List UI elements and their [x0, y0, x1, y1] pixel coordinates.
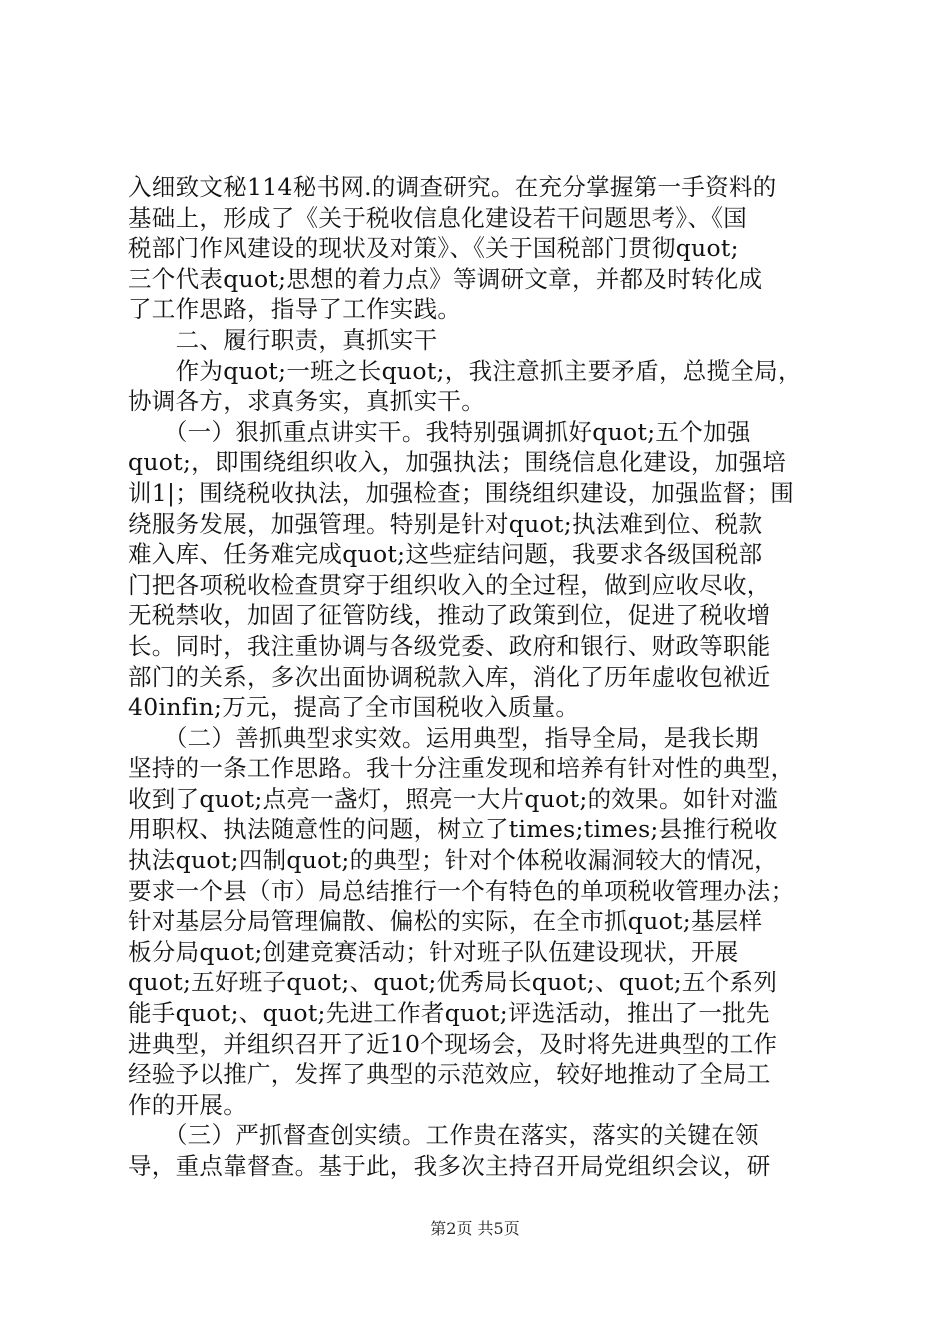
text-line: 经验予以推广，发挥了典型的示范效应，较好地推动了全局工 — [128, 1060, 771, 1089]
text-line: 了工作思路，指导了工作实践。 — [128, 295, 462, 324]
text-line: 训1|；围绕税收执法，加强检查；围绕组织建设，加强监督；围 — [128, 478, 795, 507]
text-line: （一）狠抓重点讲实干。我特别强调抓好quot;五个加强 — [128, 417, 751, 446]
text-line: 长。同时，我注重协调与各级党委、政府和银行、财政等职能 — [128, 631, 771, 660]
text-line: 进典型，并组织召开了近10个现场会，及时将先进典型的工作 — [128, 1029, 778, 1058]
text-line: 要求一个县（市）局总结推行一个有特色的单项税收管理办法； — [128, 876, 795, 905]
text-line: 基础上，形成了《关于税收信息化建设若干问题思考》、《国 — [128, 203, 748, 232]
text-line: 部门的关系，多次出面协调税款入库，消化了历年虚收包袱近 — [128, 662, 771, 691]
text-line: 作为quot;一班之长quot;，我注意抓主要矛盾，总揽全局， — [128, 356, 802, 385]
text-line: 无税禁收，加固了征管防线，推动了政策到位，促进了税收增 — [128, 601, 771, 630]
text-line: 针对基层分局管理偏散、偏松的实际，在全市抓quot;基层样 — [128, 907, 763, 936]
text-line: 执法quot;四制quot;的典型；针对个体税收漏洞较大的情况， — [128, 846, 778, 875]
text-line: （三）严抓督查创实绩。工作贵在落实，落实的关键在领 — [128, 1121, 759, 1150]
page-number: 第2页 共5页 — [430, 1219, 520, 1238]
text-line: 40infin;万元，提高了全市国税收入质量。 — [128, 693, 580, 722]
text-line: 协调各方，求真务实，真抓实干。 — [128, 387, 485, 416]
text-line: 难入库、任务难完成quot;这些症结问题，我要求各级国税部 — [128, 540, 763, 569]
text-line: 能手quot;、quot;先进工作者quot;评选活动，推出了一批先 — [128, 999, 770, 1028]
text-line: 坚持的一条工作思路。我十分注重发现和培养有针对性的典型， — [128, 754, 795, 783]
document-body — [128, 172, 828, 1182]
text-line: 税部门作风建设的现状及对策》、《关于国税部门贯彻quot; — [128, 234, 739, 263]
text-line: 三个代表quot;思想的着力点》等调研文章，并都及时转化成 — [128, 264, 763, 293]
text-line: 导，重点靠督查。基于此，我多次主持召开局党组织会议，研 — [128, 1152, 771, 1180]
text-line: 收到了quot;点亮一盏灯，照亮一大片quot;的效果。如针对滥 — [128, 784, 778, 813]
text-line: quot;五好班子quot;、quot;优秀局长quot;、quot;五个系列 — [128, 968, 778, 997]
section-heading: 二、履行职责，真抓实干 — [128, 325, 438, 354]
text-line: 门把各项税收检查贯穿于组织收入的全过程，做到应收尽收， — [128, 570, 771, 599]
page-footer — [0, 1216, 950, 1239]
text-line: quot;，即围绕组织收入，加强执法；围绕信息化建设，加强培 — [128, 448, 787, 477]
text-line: （二）善抓典型求实效。运用典型，指导全局，是我长期 — [128, 723, 759, 752]
text-line: 板分局quot;创建竞赛活动；针对班子队伍建设现状，开展 — [128, 937, 739, 966]
text-line: 绕服务发展，加强管理。特别是针对quot;执法难到位、税款 — [128, 509, 763, 538]
text-line: 作的开展。 — [128, 1090, 247, 1119]
text-line: 用职权、执法随意性的问题，树立了times;times;县推行税收 — [128, 815, 778, 844]
text-line: 入细致文秘114秘书网.的调查研究。在充分掌握第一手资料的 — [128, 173, 777, 201]
